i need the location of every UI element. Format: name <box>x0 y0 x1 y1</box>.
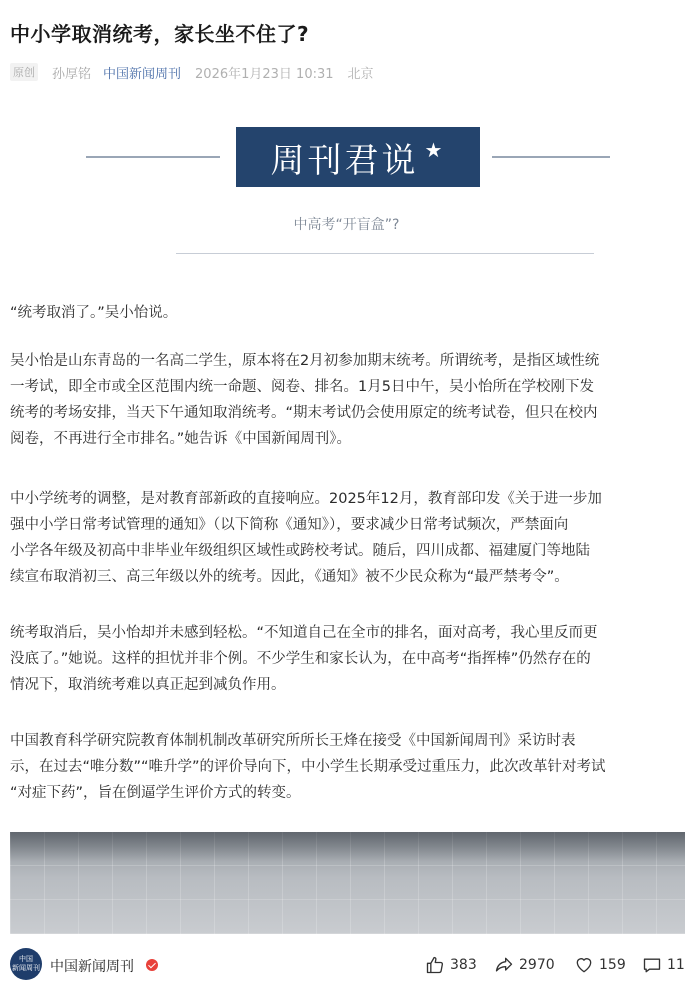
favorite-count: 159 <box>599 957 626 973</box>
article-meta <box>10 62 374 82</box>
like-button[interactable] <box>425 955 477 975</box>
heart-icon <box>574 955 594 975</box>
source-link[interactable]: 中国新闻周刊 <box>103 66 182 82</box>
favorite-button[interactable] <box>574 955 626 975</box>
account-name[interactable]: 中国新闻周刊 <box>50 959 134 975</box>
share-button[interactable] <box>494 955 555 975</box>
banner-text: 周刊君说 <box>270 140 419 181</box>
banner-divider-right <box>492 156 610 158</box>
like-count: 383 <box>450 957 477 973</box>
paragraph <box>10 728 684 806</box>
star-icon: ★ <box>424 138 446 162</box>
paragraph-line: 中小学统考的调整，是对教育部新政的直接响应。2025年12月，教育部印发《关于进一步加 <box>10 491 602 507</box>
photo-shadow <box>10 832 685 862</box>
paragraph-line: 没底了。”她说。这样的担忧并非个例。不少学生和家长认为，在中高考“指挥棒”仍然存在的 <box>10 651 591 667</box>
paragraph <box>10 620 684 698</box>
paragraph-line: 统考取消后，吴小怡却并未感到轻松。“不知道自己在全市的排名，面对高考，我心里反而更 <box>10 625 598 641</box>
publish-time: 2026年1月23日 10:31 <box>195 66 334 82</box>
paragraph-line: 小学各年级及初高中非毕业年级组织区域性或跨校考试。随后，四川成都、福建厦门等地陆 <box>10 543 590 559</box>
paragraph-line: 统考的考场安排，当天下午通知取消统考。“期末考试仍会使用原定的统考试卷，但只在校内 <box>10 405 598 421</box>
paragraph <box>10 348 684 452</box>
bottom-action-bar <box>0 937 693 991</box>
paragraph-line: 示，在过去“唯分数”“唯升学”的评价导向下，中小学生长期承受过重压力，此次改革针对考试 <box>10 759 606 775</box>
author-name[interactable]: 孙厚铭 <box>52 66 92 82</box>
section-subtitle: 中高考“开盲盒”? <box>293 217 400 233</box>
paragraph-line: “对症下药”，旨在倒逼学生评价方式的转变。 <box>10 785 301 801</box>
verified-icon <box>146 959 158 971</box>
paragraph-line: 情况下，取消统考难以真正起到减负作用。 <box>10 677 286 693</box>
comment-count: 11 <box>667 957 685 973</box>
article-photo[interactable] <box>10 832 685 934</box>
avatar-text-line1: 中国 <box>19 955 33 963</box>
subtitle-divider <box>176 253 594 254</box>
comment-icon <box>642 955 662 975</box>
column-banner <box>236 127 480 187</box>
paragraph <box>10 300 684 326</box>
paragraph-line: 吴小怡是山东青岛的一名高二学生，原本将在2月初参加期末统考。所谓统考，是指区域性统 <box>10 353 600 369</box>
avatar[interactable] <box>10 948 42 980</box>
original-badge: 原创 <box>10 63 38 81</box>
paragraph-line: 一考试，即全市或全区范围内统一命题、阅卷、排名。1月5日中午，吴小怡所在学校刚下发 <box>10 379 594 395</box>
thumbs-up-icon <box>425 955 445 975</box>
avatar-text-line2: 新闻周刊 <box>12 964 40 972</box>
paragraph-line: 强中小学日常考试管理的通知》（以下简称《通知》），要求减少日常考试频次，严禁面向 <box>10 517 569 533</box>
share-count: 2970 <box>519 957 555 973</box>
article-title: 中小学取消统考，家长坐不住了? <box>10 22 310 46</box>
banner-divider-left <box>86 156 220 158</box>
paragraph <box>10 486 684 590</box>
publish-location: 北京 <box>347 66 374 82</box>
paragraph-line: “统考取消了。”吴小怡说。 <box>10 305 178 321</box>
share-icon <box>494 955 514 975</box>
comment-button[interactable] <box>642 955 685 975</box>
paragraph-line: 续宣布取消初三、高三年级以外的统考。因此，《通知》被不少民众称为“最严禁考令”。 <box>10 569 569 585</box>
paragraph-line: 中国教育科学研究院教育体制机制改革研究所所长王烽在接受《中国新闻周刊》采访时表 <box>10 733 576 749</box>
paragraph-line: 阅卷，不再进行全市排名。”她告诉《中国新闻周刊》。 <box>10 431 352 447</box>
